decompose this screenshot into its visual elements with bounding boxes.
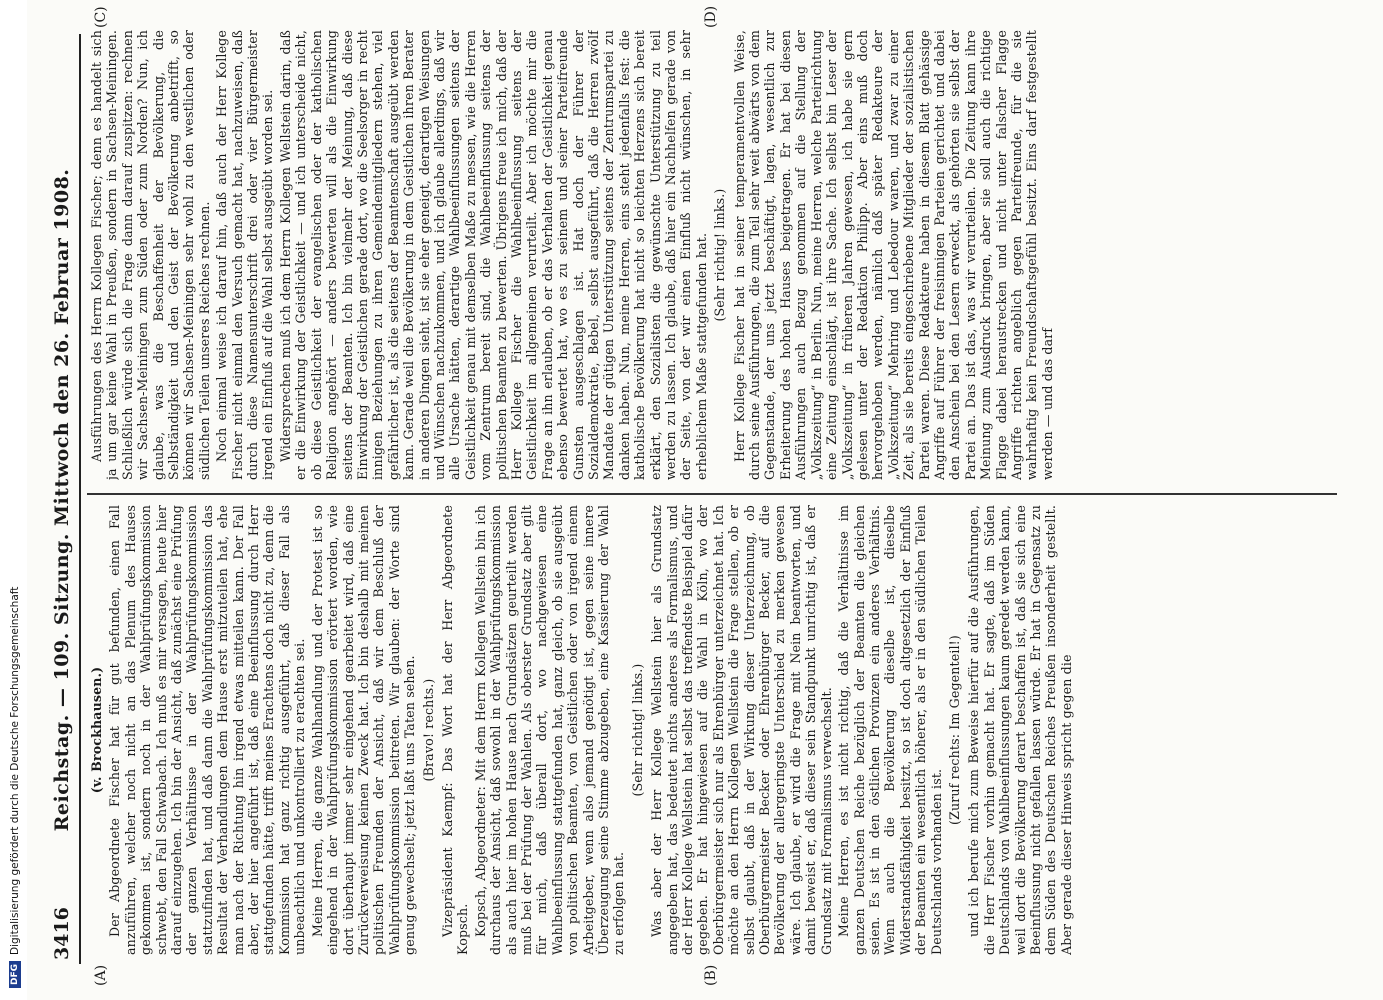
paragraph: Noch einmal weise ich darauf hin, daß auch der Herr Kollege Fischer nicht einmal den Versuch gemacht hat, nachzuweisen, daß durch diese Namensunterschrift drei oder vier Bürgermeister irgend ein Einfluß auf die Wahl selbst ausgeübt worden sei. [214,30,276,480]
paragraph: Der Abgeordnete Fischer hat für gut befunden, einen Fall anzuführen, welcher noch nicht an das Plenum des Hauses gekommen ist, sondern noch in der Wahlprüfungskommission schwebt, den Fall Schwabach. Ich muß es mir versagen, heute hier darauf einzugehen. Ich bin der Ansicht, daß zunächst eine Prüfung der ganzen Verhältnisse in der Wahlprüfungskommission stattzufinden hat, und daß dann die Wahlprüfungskommission das Resultat der Verhandlungen dem Hause erst mitzuteilen hat, ehe man nach der Richtung hin irgend etwas mitteilen kann. Der Fall aber, der hier angeführt ist, daß eine Beeinflussung durch Herr stattgefunden hätte, trifft meines Erachtens doch nicht zu, denn die Kommission hat ganz richtig ausgeführt, daß dieser Fall als unbeachtlich und unkontrolliert zu erachten sei. [107,505,308,955]
funding-note-text: Digitalisierung gefördert durch die Deutsche Forschungsgemeinschaft [9,586,21,955]
page-number: 3416 [51,907,73,960]
paragraph: Widersprechen muß ich dem Herrn Kollegen Wellstein darin, daß er die Einwirkung der Geistlichkeit — und ich unterscheide nicht, ob diese Geistlichkeit der evangelischen oder der katholischen Religion angehört — anders bewerten will als die Einwirkung seitens der Beamten. Ich bin vielmehr der Meinung, daß diese Einwirkung der Geistlichen gerade dort, wo die Seelsorger in recht innigen Beziehungen zu ihren Gemeindemitgliedern stehen, viel gefährlicher ist, als die seitens der Beamtenschaft ausgeübt werden kann. Gerade weil die Bevölkerung in dem Geistlichen ihren Berater in anderen Dingen sieht, ist sie eher geneigt, derartigen Weisungen und Wünschen nachzukommen, und ich glaube allerdings, daß wir alle Ursache hätten, derartige Wahlbeeinflussungen seitens der Geistlichkeit genau mit demselben Maße zu messen, wie die Herren vom Zentrum bereit sind, die Wahlbeeinflussung seitens der politischen Beamten zu bewerten. Übrigens freue ich mich, daß der Herr Kollege Fischer die Wahlbeeinflussung seitens der Geistlichkeit im allgemeinen verurteilt. Aber ich möchte mir die Frage an ihn erlauben, ob er das Verhalten der Geistlichkeit genau ebenso bewertet hat, wo es zu seinem und seiner Parteifreunde Gunsten ausgeschlagen ist. Hat doch der Führer der Sozialdemokratie, Bebel, selbst ausgeführt, daß die Herren zwölf Mandate der gütigen Unterstützung seitens der Zentrumspartei zu danken haben. Nun, meine Herren, eins steht jedenfalls fest: die katholische Bevölkerung hat nicht so leichten Herzens sich bereit erklärt, den Sozialisten die gewünschte Unterstützung zu teil werden zu lassen. Ich glaube, daß hier ein Nachhelfen gerade von der Seite, von der wir einen Einfluß nicht wünschen, in sehr erheblichem Maße stattgefunden hat. [277,30,709,480]
paragraph: Herr Kollege Fischer hat in seiner temperamentvollen Weise, durch seine Ausführungen, die zum Teil sehr weit abwärts von dem Gegenstande, der uns jetzt beschäftigt, lagen, wesentlich zur Erheiterung des hohen Hauses beigetragen. Er hat bei diesen Ausführungen auch Bezug genommen auf die Stellung der „Volkszeitung“ in Berlin. Nun, meine Herren, welche Parteirichtung eine Zeitung einschlägt, ist ihre Sache. Ich selbst bin Leser der „Volkszeitung“ in früheren Jahren gewesen, ich habe sie gern gelesen unter der Redaktion Philipp. Aber eins muß doch hervorgehoben werden, nämlich daß später Redakteure der „Volkszeitung“ Mehring und Lebedour waren, und zwar zu einer Zeit, als sie bereits eingeschriebene Mitglieder der sozialistischen Partei waren. Diese Redakteure haben in diesem Blatt gehässige Angriffe auf Führer der freisinnigen Parteien gerichtet und dabei den Anschein bei den Lesern erweckt, als gehörten sie selbst der Partei an. Das ist das, was wir verurteilen. Die Zeitung kann ihre Meinung zum Ausdruck bringen, aber sie soll auch die richtige Flagge dabei heraustrecken und nicht unter falscher Flagge Angriffe richten angeblich gegen Parteifreunde, für die sie wahrhaftig kein Freundschaftsgefühl besitzt. Eins darf festgestellt werden — und das darf [731,30,1055,480]
funding-note [0,0,22,1000]
margin-letter-c: (C) [93,6,109,28]
page-header [45,40,79,960]
paragraph: Ausführungen des Herrn Kollegen Fischer; denn es handelt sich ja um gar keine Wahl in Preußen, sondern in Sachsen-Meiningen. Schließlich würde sich die Frage dann darauf zuspitzen: rechnen wir Sachsen-Meiningen zum Süden oder zum Norden? Nun, ich glaube, was die Beschaffenheit der Bevölkerung, die Selbständigkeit und den Geist der Bevölkerung anbetrifft, so können wir Sachsen-Meiningen sehr wohl zu den westlichen oder südlichen Teilen unseres Reiches rechnen. [89,30,212,480]
paragraph: Kopsch, Abgeordneter: Mit dem Herrn Kollegen Wellstein bin ich durchaus der Ansicht, daß sowohl in der Wahlprüfungskommission als auch hier im hohen Hause nach Grundsätzen geurteilt werden muß bei der Prüfung der Wahlen. Als oberster Grundsatz aber gilt für mich, daß überall dort, wo nachgewiesen eine Wahlbeeinflussung stattgefunden hat, ganz gleich, ob sie ausgeübt von politischen Beamten, von Geistlichen oder von irgend einem Arbeitgeber, wenn also jemand genötigt ist, gegen seine innere Überzeugung seine Stimme abzugeben, eine Kassierung der Wahl zu erfolgen hat. [472,505,627,955]
margin-letter-a: (A) [93,964,109,986]
speaker-label: (v. Brockhausen.) [89,666,104,794]
paragraph: Vizepräsident Kaempf: Das Wort hat der Herr Abgeordnete Kopsch. [439,505,471,955]
dfg-logo: DFG [9,961,21,988]
paragraph: Meine Herren, es ist nicht richtig, daß die Verhältnisse im ganzen Deutschen Reiche bezüglich der Beamten die gleichen seien. Es ist in den östlichen Provinzen ein anderes Verhältnis. Wenn auch die Bevölkerung dieselbe ist, dieselbe Widerstandsfähigkeit besitzt, so ist doch altgesetzlich der Einfluß der Beamten ein wesentlich höherer, als er in den südlichen Teilen Deutschlands vorhanden ist. [836,505,944,955]
interjection: (Bravo! rechts.) [420,678,436,782]
interjection: (Sehr richtig! links.) [712,188,728,322]
margin-letter-d: (D) [703,5,719,28]
interjection: (Zuruf rechts: Im Gegenteil!) [946,635,962,825]
interjection: (Sehr richtig! links.) [629,663,645,797]
header-rule [79,34,81,964]
paragraph: und ich berufe mich zum Beweise hierfür auf die Ausführungen, die Herr Fischer vorhin gemacht hat. Er sagte, daß im Süden Deutschlands von Wahlbeeinflussungen kaum geredet werden kann, weil dort die Bevölkerung derart beschaffen ist, daß sie sich eine Beeinflussung nicht gefallen lassen würde. Er hat in Gegensatz zu dem Süden des Deutschen Reiches Preußen insonderheit gestellt. Aber gerade dieser Hinweis spricht gegen die [966,505,1074,955]
paragraph: Meine Herren, die ganze Wahlhandlung und der Protest ist so eingehend in der Wahlprüfungskommission erörtert worden, wie dort überhaupt immer sehr eingehend gearbeitet wird, daß eine Zurückverweisung keinen Zweck hat. Ich bin deshalb mit meinen politischen Freunden der Ansicht, daß wir dem Beschluß der Wahlprüfungskommission beitreten. Wir glauben: der Worte sind genug gewechselt; jetzt laßt uns Taten sehen. [309,505,418,955]
left-column [89,505,1339,955]
paragraph: Was aber der Herr Kollege Wellstein hier als Grundsatz angegeben hat, das bedeutet nichts anderes als Formalismus, und der Herr Kollege Wellstein hat selbst das treffendste Beispiel dafür gegeben. Er hat hingewiesen auf die Wahl in Köln, wo der Oberbürgermeister sich nur als Ehrenbürger unterzeichnet hat. Ich möchte an den Herrn Kollegen Wellstein die Frage stellen, ob er selbst glaubt, daß in der Wirkung dieser Unterzeichnung, ob Oberbürgermeister Becker oder Ehrenbürger Becker, auf die Bevölkerung der allergeringste Unterschied zu merken gewesen wäre. Ich glaube, er wird die Frage mit Nein beantworten, und damit beweist er, daß dieser sein Standpunkt unrichtig ist, daß er Grundsatz mit Formalismus verwechselt. [649,505,834,955]
column-divider [87,493,1337,495]
right-column [89,30,1339,480]
margin-letter-b: (B) [703,964,719,986]
scanned-page [27,0,1383,1000]
page-title: Reichstag. — 109. Sitzung. Mittwoch den 26. Februar 1908. [51,168,73,832]
